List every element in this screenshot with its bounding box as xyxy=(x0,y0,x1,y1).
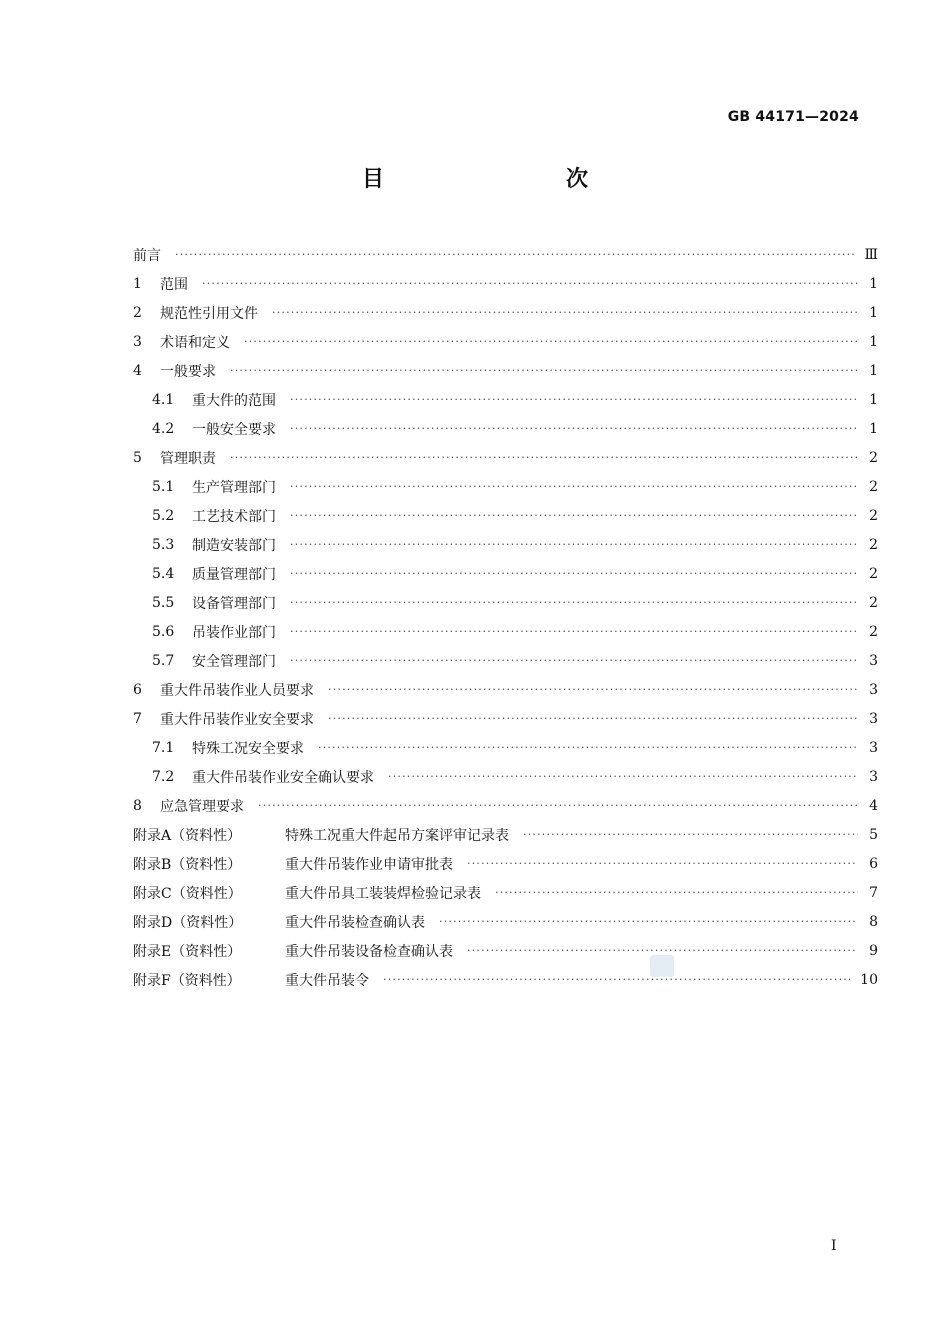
leader-dots xyxy=(467,856,858,872)
toc-entry[interactable] xyxy=(133,356,878,385)
toc-entry-title: 管理职责 xyxy=(160,450,216,467)
leader-dots xyxy=(290,392,858,408)
annex-label: 附录B（资料性） xyxy=(133,856,242,873)
leader-dots xyxy=(290,566,858,582)
toc-entry-page: 1 xyxy=(869,304,878,321)
annex-label: 附录F（资料性） xyxy=(133,972,241,989)
toc-entry-page: 3 xyxy=(869,768,878,785)
toc-entry-number: 5.7 xyxy=(152,652,175,669)
toc-entry-title: 质量管理部门 xyxy=(192,566,276,583)
toc-entry-page: 1 xyxy=(869,333,878,350)
toc-entry-title: 制造安装部门 xyxy=(192,537,276,554)
toc-entry-page: 7 xyxy=(869,884,878,901)
toc-entry-page: 3 xyxy=(869,652,878,669)
leader-dots xyxy=(272,305,858,321)
toc-entry-number: 3 xyxy=(133,333,142,350)
toc-entry-title: 重大件吊装作业申请审批表 xyxy=(285,856,453,873)
toc-entry-number: 4.1 xyxy=(152,391,175,408)
toc-entry-number: 5.2 xyxy=(152,507,175,524)
leader-dots xyxy=(290,479,858,495)
toc-entry-page: 1 xyxy=(869,362,878,379)
toc-entry-number: 7 xyxy=(133,710,142,727)
toc-entry-page: 2 xyxy=(869,507,878,524)
toc-entry[interactable] xyxy=(133,298,878,327)
toc-subentry[interactable] xyxy=(133,530,878,559)
leader-dots xyxy=(258,798,858,814)
toc-entry-number: 5.1 xyxy=(152,478,175,495)
toc-entry-page: 4 xyxy=(869,797,878,814)
leader-dots xyxy=(328,682,858,698)
leader-dots xyxy=(318,740,858,756)
toc-entry[interactable] xyxy=(133,443,878,472)
toc-entry-number: 7.1 xyxy=(152,739,175,756)
leader-dots xyxy=(290,421,858,437)
toc-entry-page: 1 xyxy=(869,275,878,292)
toc-annex-entry[interactable] xyxy=(133,878,878,907)
toc-entry-title: 应急管理要求 xyxy=(160,798,244,815)
toc-entry-number: 5.3 xyxy=(152,536,175,553)
toc-entry-title: 重大件吊装作业安全要求 xyxy=(160,711,314,728)
toc-entry-title: 特殊工况重大件起吊方案评审记录表 xyxy=(285,827,509,844)
toc-entry-page: 5 xyxy=(869,826,878,843)
toc-entry[interactable] xyxy=(133,327,878,356)
toc-entry-page: 1 xyxy=(869,391,878,408)
toc-subentry[interactable] xyxy=(133,762,878,791)
annex-label: 附录E（资料性） xyxy=(133,943,242,960)
toc-entry-title: 重大件吊装作业人员要求 xyxy=(160,682,314,699)
leader-dots xyxy=(290,508,858,524)
toc-subentry[interactable] xyxy=(133,617,878,646)
toc-entry-page: 2 xyxy=(869,565,878,582)
toc-entry-number: 5.5 xyxy=(152,594,175,611)
leader-dots xyxy=(290,624,858,640)
toc-entry-title: 安全管理部门 xyxy=(192,653,276,670)
leader-dots xyxy=(388,769,858,785)
leader-dots xyxy=(328,711,858,727)
toc-entry[interactable] xyxy=(133,240,878,269)
toc-entry-page: 3 xyxy=(869,710,878,727)
toc-entry[interactable] xyxy=(133,704,878,733)
leader-dots xyxy=(290,653,858,669)
toc-entry-number: 4.2 xyxy=(152,420,175,437)
toc-entry-number: 5.6 xyxy=(152,623,175,640)
toc-annex-entry[interactable] xyxy=(133,820,878,849)
toc-entry-number: 2 xyxy=(133,304,142,321)
page-number: Ⅰ xyxy=(831,1238,837,1254)
standard-code: GB 44171—2024 xyxy=(727,109,859,125)
leader-dots xyxy=(523,827,858,843)
toc-entry-page: 1 xyxy=(869,420,878,437)
toc-entry-title: 重大件吊具工装装焊检验记录表 xyxy=(285,885,481,902)
toc-entry-page: 2 xyxy=(869,536,878,553)
toc-subentry[interactable] xyxy=(133,501,878,530)
leader-dots xyxy=(439,914,858,930)
annex-label: 附录C（资料性） xyxy=(133,885,242,902)
toc-entry-page: 9 xyxy=(869,942,878,959)
leader-dots xyxy=(202,276,858,292)
toc-entry-number: 8 xyxy=(133,797,142,814)
toc-entry-page: 2 xyxy=(869,478,878,495)
table-of-contents xyxy=(133,240,878,994)
toc-entry-page: 3 xyxy=(869,681,878,698)
toc-entry-title: 范围 xyxy=(160,276,188,293)
toc-entry-title: 吊装作业部门 xyxy=(192,624,276,641)
toc-entry-title: 重大件吊装检查确认表 xyxy=(285,914,425,931)
toc-entry-number: 1 xyxy=(133,275,142,292)
toc-annex-entry[interactable] xyxy=(133,965,878,994)
leader-dots xyxy=(290,595,858,611)
toc-entry-number: 6 xyxy=(133,681,142,698)
toc-subentry[interactable] xyxy=(133,646,878,675)
toc-subentry[interactable] xyxy=(133,414,878,443)
toc-entry-number: 4 xyxy=(133,362,142,379)
annex-label: 附录D（资料性） xyxy=(133,914,243,931)
toc-entry-page: 2 xyxy=(869,623,878,640)
toc-entry-title: 前言 xyxy=(133,247,161,264)
toc-subentry[interactable] xyxy=(133,559,878,588)
toc-entry-title: 重大件吊装令 xyxy=(285,972,369,989)
toc-entry-number: 7.2 xyxy=(152,768,175,785)
leader-dots xyxy=(383,972,850,988)
toc-annex-entry[interactable] xyxy=(133,849,878,878)
toc-entry-page: 2 xyxy=(869,594,878,611)
toc-entry-title: 设备管理部门 xyxy=(192,595,276,612)
toc-entry-title: 生产管理部门 xyxy=(192,479,276,496)
toc-entry-title: 一般安全要求 xyxy=(192,421,276,438)
leader-dots xyxy=(495,885,858,901)
annex-label: 附录A（资料性） xyxy=(133,827,242,844)
toc-entry-page: 6 xyxy=(869,855,878,872)
toc-annex-entry[interactable] xyxy=(133,907,878,936)
watermark-logo xyxy=(650,955,674,977)
toc-entry-title: 术语和定义 xyxy=(160,334,230,351)
leader-dots xyxy=(244,334,858,350)
toc-entry-page: 10 xyxy=(860,971,878,988)
toc-entry[interactable] xyxy=(133,675,878,704)
toc-subentry[interactable] xyxy=(133,385,878,414)
leader-dots xyxy=(230,363,858,379)
toc-entry-title: 规范性引用文件 xyxy=(160,305,258,322)
toc-entry-title: 重大件吊装设备检查确认表 xyxy=(285,943,453,960)
toc-entry-number: 5.4 xyxy=(152,565,175,582)
leader-dots xyxy=(290,537,858,553)
toc-annex-entry[interactable] xyxy=(133,936,878,965)
toc-entry[interactable] xyxy=(133,791,878,820)
toc-subentry[interactable] xyxy=(133,588,878,617)
toc-entry-number: 5 xyxy=(133,449,142,466)
toc-entry-page: 2 xyxy=(869,449,878,466)
toc-subentry[interactable] xyxy=(133,733,878,762)
toc-subentry[interactable] xyxy=(133,472,878,501)
toc-entry-page: 8 xyxy=(869,913,878,930)
leader-dots xyxy=(175,247,854,263)
toc-entry[interactable] xyxy=(133,269,878,298)
toc-entry-title: 重大件的范围 xyxy=(192,392,276,409)
toc-entry-title: 一般要求 xyxy=(160,363,216,380)
leader-dots xyxy=(230,450,858,466)
toc-entry-title: 重大件吊装作业安全确认要求 xyxy=(192,769,374,786)
page-title: 目 次 xyxy=(361,167,634,192)
toc-entry-title: 工艺技术部门 xyxy=(192,508,276,525)
toc-entry-title: 特殊工况安全要求 xyxy=(192,740,304,757)
toc-entry-page: Ⅲ xyxy=(864,246,878,263)
toc-entry-page: 3 xyxy=(869,739,878,756)
